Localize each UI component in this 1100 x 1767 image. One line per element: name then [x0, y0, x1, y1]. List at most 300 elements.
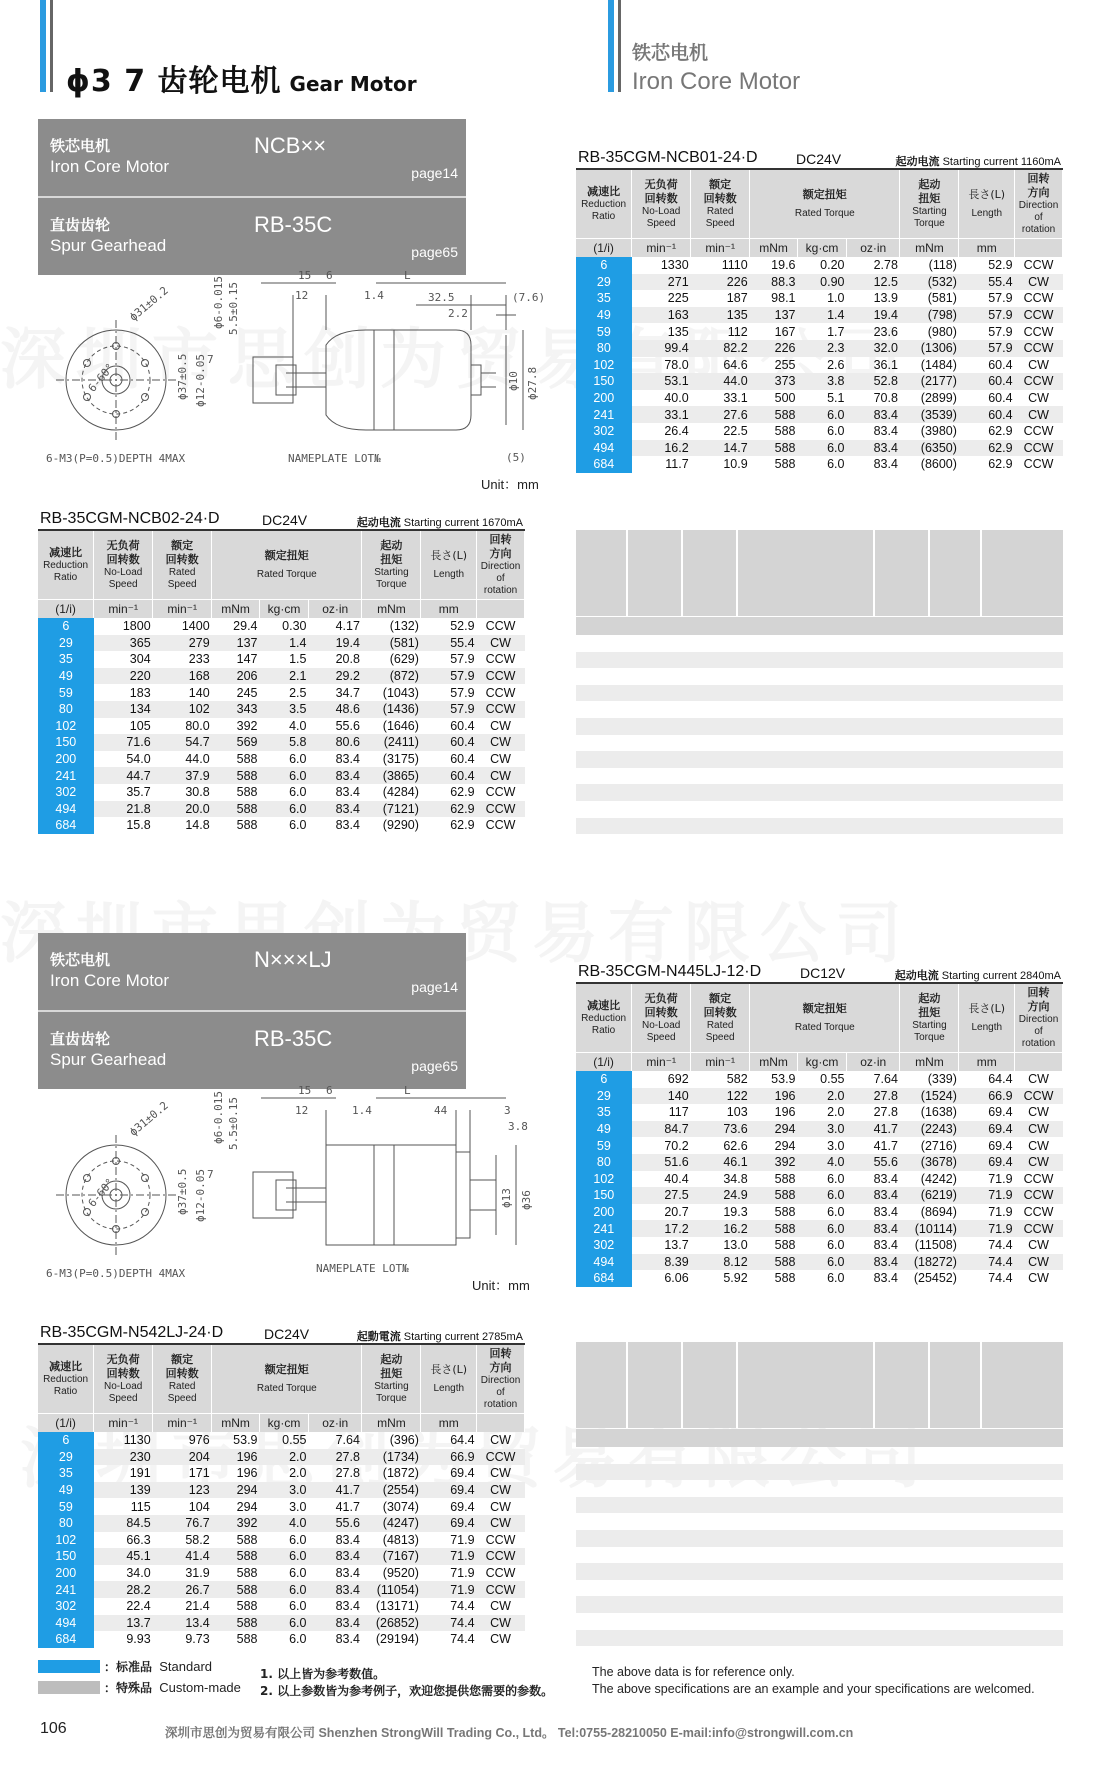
- table-cell: CW: [477, 1482, 525, 1499]
- table-cell: 37.9: [153, 767, 212, 784]
- table-cell: CCW: [477, 801, 525, 818]
- table-model: RB-35CGM-NCB01-24·D: [578, 149, 758, 166]
- dim-label: 1.4: [352, 1104, 372, 1117]
- table-cell: CCW: [1015, 1187, 1063, 1204]
- spec-code: RB-35C: [254, 212, 333, 237]
- ratio-cell: 6: [576, 1071, 632, 1088]
- blank-row: [576, 784, 1063, 801]
- table-cell: CCW: [477, 668, 525, 685]
- table-cell: CCW: [1023, 457, 1054, 472]
- unit-ratio: (1/i): [38, 1414, 94, 1433]
- table-cell: (339): [927, 1072, 957, 1087]
- ratio-cell: 302: [38, 784, 94, 801]
- col-ratio: 减速比 Reduction Ratio: [576, 984, 632, 1053]
- table-row: [576, 340, 1063, 357]
- table-cell: 103: [726, 1105, 748, 1120]
- table-cell: 588: [774, 1171, 796, 1186]
- table-cell: CW: [490, 1499, 511, 1514]
- table-cell: (7167): [362, 1548, 421, 1565]
- table-cell: CCW: [477, 701, 525, 718]
- table-cell: 60.4: [450, 718, 475, 733]
- table-cell: 6.0: [260, 1581, 309, 1598]
- table-cell: 71.9: [959, 1187, 1015, 1204]
- table-cell: 60.4: [988, 357, 1013, 372]
- table-cell: 7.64: [873, 1072, 898, 1087]
- table-cell: 29.4: [233, 619, 258, 634]
- blank-row: [576, 1513, 1063, 1530]
- table-cell: 135: [667, 324, 689, 339]
- legend-custom-swatch: [38, 1681, 100, 1694]
- table-cell: 139: [94, 1482, 153, 1499]
- table-cell: CW: [477, 635, 525, 652]
- dim-label: NAMEPLATE LOT№: [288, 452, 381, 465]
- dim-label: 15: [298, 1084, 312, 1097]
- table-cell: 13.7: [94, 1615, 153, 1632]
- col-length: 長さ(L) Length: [421, 1345, 477, 1414]
- table-cell: 19.6: [771, 258, 796, 273]
- table-cell: 373: [750, 373, 798, 390]
- table-cell: 62.9: [421, 801, 477, 818]
- table-cell: (872): [362, 668, 421, 685]
- table-cell: 6.0: [827, 457, 845, 472]
- ratio-cell: 49: [576, 1121, 632, 1138]
- table-row: [576, 357, 1063, 374]
- table-cell: 6.0: [260, 801, 309, 818]
- ratio-cell: 302: [576, 1237, 632, 1254]
- ratio-cell: 102: [576, 1171, 632, 1188]
- spec-en: Iron Core Motor: [50, 971, 170, 990]
- table-cell: CCW: [1023, 424, 1054, 439]
- legend-standard: ：标准品 Standard: [104, 1659, 213, 1674]
- dim-label: ϕ37±0.5: [176, 1168, 189, 1215]
- dim-label: 3: [504, 1104, 511, 1117]
- table-row: [38, 1548, 525, 1565]
- table-row: [38, 751, 525, 768]
- table-cell: 83.4: [335, 1599, 360, 1614]
- table-cell: 304: [129, 652, 151, 667]
- table-row: [576, 323, 1063, 340]
- col-direction: 回转 方向 Direction of rotation: [477, 531, 525, 600]
- spec-page-link[interactable]: page65: [411, 1058, 458, 1074]
- ratio-cell: 200: [38, 1565, 94, 1582]
- table-cell: 102: [153, 701, 212, 718]
- table-row: [38, 1482, 525, 1499]
- col-rated-torque: 额定扭矩 Rated Torque: [212, 531, 362, 600]
- table-row: [576, 406, 1063, 423]
- table-row: [576, 1104, 1063, 1121]
- table-cell: 69.4: [959, 1154, 1015, 1171]
- table-cell: 69.4: [421, 1482, 477, 1499]
- table-cell: 19.3: [723, 1205, 748, 1220]
- dim-label: ϕ6-0.015: [212, 1091, 225, 1144]
- table-row: [576, 373, 1063, 390]
- table-cell: 0.55: [282, 1433, 307, 1448]
- ratio-cell: 684: [38, 817, 94, 834]
- table-cell: CCW: [1015, 373, 1063, 390]
- table-cell: 62.9: [450, 785, 475, 800]
- table-row: [38, 668, 525, 685]
- table-cell: CW: [477, 1615, 525, 1632]
- blank-table: [576, 530, 1063, 851]
- table-cell: 40.4: [664, 1171, 689, 1186]
- table-cell: 6.0: [289, 785, 307, 800]
- table-cell: CW: [1028, 1138, 1049, 1153]
- table-cell: 44.0: [185, 752, 210, 767]
- spec-table: [576, 963, 1063, 1287]
- table-cell: (11508): [914, 1238, 957, 1253]
- table-cell: 976: [188, 1433, 210, 1448]
- dim-label: (7.6): [512, 291, 546, 304]
- table-cell: 30.8: [185, 785, 210, 800]
- table-cell: (3865): [362, 767, 421, 784]
- unit-noload: min⁻¹: [94, 600, 153, 619]
- table-cell: 13.0: [723, 1238, 748, 1253]
- table-cell: 2.0: [827, 1105, 845, 1120]
- col-ratio: 减速比 Reduction Ratio: [38, 1345, 94, 1414]
- blank-row: [576, 801, 1063, 818]
- table-cell: CCW: [1015, 307, 1063, 324]
- ratio-cell: 29: [38, 1449, 94, 1466]
- spec-en: Spur Gearhead: [50, 1050, 167, 1069]
- table-cell: 55.6: [308, 1515, 361, 1532]
- table-row: [576, 1270, 1063, 1287]
- table-cell: 73.6: [691, 1121, 750, 1138]
- blank-row: [576, 701, 1063, 718]
- table-cell: 6.06: [664, 1271, 689, 1286]
- table-cell: 70.8: [873, 391, 898, 406]
- table-cell: 1110: [721, 258, 748, 273]
- dim-label: L: [404, 269, 411, 282]
- spec-page-link[interactable]: page65: [411, 244, 458, 260]
- table-cell: 64.4: [988, 1072, 1013, 1087]
- table-cell: 392: [212, 1515, 260, 1532]
- spec-code: RB-35C: [254, 1026, 333, 1051]
- table-cell: 233: [188, 652, 210, 667]
- table-cell: 41.7: [335, 1499, 360, 1514]
- dim-label: 6-60°: [85, 360, 117, 395]
- table-cell: 76.7: [153, 1515, 212, 1532]
- table-cell: 83.4: [873, 1205, 898, 1220]
- ratio-cell: 241: [38, 767, 94, 784]
- table-cell: 3.0: [289, 1499, 307, 1514]
- table-cell: 140: [632, 1088, 691, 1105]
- dim-label: 7: [207, 1168, 214, 1181]
- table-cell: 27.8: [308, 1449, 361, 1466]
- note-en-2: The above specifications are an example and your specifications are welcomed.: [592, 1682, 1035, 1696]
- table-cell: 53.9: [233, 1433, 258, 1448]
- table-cell: CW: [490, 752, 511, 767]
- table-cell: 44.0: [691, 373, 750, 390]
- table-cell: 588: [750, 1254, 798, 1271]
- table-cell: 83.4: [308, 767, 361, 784]
- unit-direction: [477, 1414, 525, 1433]
- table-row: [38, 1432, 525, 1449]
- table-cell: 83.4: [335, 1532, 360, 1547]
- table-cell: 4.0: [260, 1515, 309, 1532]
- dim-label: ϕ10: [507, 371, 520, 391]
- table-row: [38, 1565, 525, 1582]
- table-cell: (6219): [900, 1187, 959, 1204]
- table-cell: 71.9: [959, 1220, 1015, 1237]
- spec-data-table: [38, 1345, 525, 1648]
- table-cell: 6.0: [289, 1599, 307, 1614]
- table-voltage: DC12V: [800, 965, 846, 981]
- ratio-cell: 59: [576, 323, 632, 340]
- table-cell: 53.9: [771, 1072, 796, 1087]
- dim-label: 6: [326, 1084, 333, 1097]
- dim-label: 7: [207, 353, 214, 366]
- col-length: 長さ(L) Length: [959, 984, 1015, 1053]
- table-cell: 69.4: [421, 1515, 477, 1532]
- ratio-cell: 102: [38, 1532, 94, 1549]
- unit-direction: [477, 600, 525, 619]
- header-accent-bar: [40, 0, 46, 92]
- table-cell: 255: [774, 357, 796, 372]
- table-cell: 13.9: [873, 291, 898, 306]
- ratio-cell: 302: [576, 423, 632, 440]
- spec-page-link[interactable]: page14: [411, 165, 458, 181]
- table-cell: 206: [212, 668, 260, 685]
- col-noload: 无负荷 回转数 No-Load Speed: [632, 170, 691, 239]
- unit-start: mNm: [362, 600, 421, 619]
- table-cell: (2716): [920, 1138, 957, 1153]
- table-cell: 53.1: [632, 373, 691, 390]
- table-cell: 6.0: [289, 1532, 307, 1547]
- col-rated-speed: 额定 回转数 Rated Speed: [153, 1345, 212, 1414]
- table-cell: (29194): [375, 1632, 419, 1647]
- table-cell: 135: [691, 307, 750, 324]
- table-cell: 44.7: [94, 767, 153, 784]
- table-cell: 71.6: [94, 734, 153, 751]
- table-cell: 196: [236, 1466, 258, 1481]
- table-cell: 83.4: [846, 1187, 899, 1204]
- table-cell: CCW: [485, 1566, 516, 1581]
- table-cell: 28.2: [94, 1581, 153, 1598]
- table-cell: 171: [188, 1466, 210, 1481]
- ratio-cell: 35: [38, 651, 94, 668]
- table-cell: 6.0: [798, 1220, 847, 1237]
- ratio-cell: 59: [38, 1498, 94, 1515]
- unit-ozin: oz·in: [308, 1414, 361, 1433]
- table-cell: 588: [236, 1632, 258, 1647]
- table-caption: [38, 510, 525, 531]
- table-cell: 83.4: [308, 1615, 361, 1632]
- dim-label: ϕ27.8: [526, 366, 539, 400]
- unit-ratio: (1/i): [38, 600, 94, 619]
- spec-table: [38, 510, 525, 834]
- table-cell: 36.1: [873, 357, 898, 372]
- table-cell: 80.0: [185, 718, 210, 733]
- table-cell: 32.0: [846, 340, 899, 357]
- table-cell: 582: [726, 1072, 748, 1087]
- ratio-cell: 80: [576, 1154, 632, 1171]
- spec-box: [38, 933, 466, 1089]
- spec-data-table: [576, 984, 1063, 1287]
- table-row: [576, 1237, 1063, 1254]
- table-starting-current: 起动电流 Starting current 1670mA: [356, 516, 523, 529]
- table-cell: 134: [94, 701, 153, 718]
- table-cell: 2.6: [827, 357, 845, 372]
- table-cell: CW: [1028, 1072, 1049, 1087]
- table-cell: 74.4: [450, 1599, 475, 1614]
- table-cell: (1043): [382, 685, 419, 700]
- table-cell: (1436): [362, 701, 421, 718]
- spec-cn: 直齿齿轮: [50, 216, 111, 234]
- table-row: [38, 1449, 525, 1466]
- table-cell: 9.73: [185, 1632, 210, 1647]
- table-cell: 163: [632, 307, 691, 324]
- table-cell: 191: [129, 1466, 151, 1481]
- table-starting-current: 起动电流 Starting current 2840mA: [894, 969, 1061, 982]
- table-cell: 71.9: [421, 1548, 477, 1565]
- table-cell: 55.6: [846, 1154, 899, 1171]
- blank-row: [576, 1630, 1063, 1647]
- table-cell: 6.0: [289, 818, 307, 833]
- ratio-cell: 241: [576, 406, 632, 423]
- spec-row-gearhead: [38, 198, 466, 275]
- table-cell: (2899): [920, 391, 957, 406]
- table-cell: CCW: [1023, 1205, 1054, 1220]
- table-cell: 8.39: [632, 1254, 691, 1271]
- col-rated-speed: 额定 回转数 Rated Speed: [691, 170, 750, 239]
- table-cell: 117: [668, 1105, 689, 1120]
- table-cell: 692: [667, 1072, 689, 1087]
- table-row: [576, 423, 1063, 440]
- table-cell: 64.4: [450, 1433, 475, 1448]
- ratio-cell: 35: [38, 1465, 94, 1482]
- table-row: [38, 1581, 525, 1598]
- table-cell: 45.1: [94, 1548, 153, 1565]
- table-cell: (3175): [382, 752, 419, 767]
- table-cell: CW: [1015, 1254, 1063, 1271]
- table-cell: 83.4: [846, 1254, 899, 1271]
- table-cell: 16.2: [632, 440, 691, 457]
- table-cell: 588: [212, 1548, 260, 1565]
- table-cell: 21.4: [185, 1599, 210, 1614]
- table-cell: 74.4: [988, 1271, 1013, 1286]
- spec-row-motor: [38, 933, 466, 1012]
- table-cell: 12.5: [846, 274, 899, 291]
- table-cell: 60.4: [959, 406, 1015, 423]
- table-cell: 13.4: [153, 1615, 212, 1632]
- table-cell: 279: [153, 635, 212, 652]
- unit-length: mm: [421, 600, 477, 619]
- table-starting-current: 起动电流 Starting current 1160mA: [895, 155, 1061, 168]
- blank-row: [576, 1563, 1063, 1580]
- table-cell: 41.7: [873, 1138, 898, 1153]
- dim-label: ϕ6-0.015: [212, 276, 225, 329]
- table-cell: 29.2: [308, 668, 361, 685]
- legend-standard-swatch: [38, 1660, 100, 1673]
- col-rated-torque: 额定扭矩 Rated Torque: [750, 170, 900, 239]
- blank-row: [576, 685, 1063, 702]
- table-cell: (532): [900, 274, 959, 291]
- table-cell: (4247): [362, 1515, 421, 1532]
- dim-label: 44: [434, 1104, 448, 1117]
- dimension-drawing-2: [36, 1084, 556, 1290]
- table-cell: 57.9: [421, 668, 477, 685]
- blank-row: [576, 635, 1063, 652]
- table-cell: (2554): [362, 1482, 421, 1499]
- table-cell: (18272): [900, 1254, 959, 1271]
- table-cell: 23.6: [873, 324, 898, 339]
- table-cell: 204: [153, 1449, 212, 1466]
- table-cell: 69.4: [988, 1105, 1013, 1120]
- table-cell: 15.8: [126, 818, 151, 833]
- table-cell: 41.7: [308, 1482, 361, 1499]
- table-cell: CW: [1028, 357, 1049, 372]
- unit-ozin: oz·in: [846, 1053, 899, 1072]
- ratio-cell: 49: [38, 1482, 94, 1499]
- table-cell: 83.4: [846, 406, 899, 423]
- ratio-cell: 49: [576, 307, 632, 324]
- table-row: [576, 1121, 1063, 1138]
- table-cell: CCW: [1023, 1171, 1054, 1186]
- unit-mnm: mNm: [212, 1414, 260, 1433]
- dim-label: 5.5±0.15: [227, 1097, 240, 1150]
- ratio-cell: 35: [576, 1104, 632, 1121]
- legend-custom: ：特殊品 Custom-made: [104, 1680, 241, 1695]
- table-cell: 14.8: [185, 818, 210, 833]
- table-cell: 1.4: [260, 635, 309, 652]
- table-cell: 0.20: [820, 258, 845, 273]
- table-cell: 69.4: [988, 1138, 1013, 1153]
- dim-label: 6-60°: [85, 1175, 117, 1210]
- table-cell: 71.9: [988, 1205, 1013, 1220]
- col-rated-torque: 额定扭矩 Rated Torque: [750, 984, 900, 1053]
- table-cell: CCW: [485, 785, 516, 800]
- table-cell: 24.9: [691, 1187, 750, 1204]
- table-cell: (3539): [900, 406, 959, 423]
- page-title: [66, 56, 417, 100]
- table-cell: 62.9: [988, 424, 1013, 439]
- table-cell: 83.4: [335, 818, 360, 833]
- spec-page-link[interactable]: page14: [411, 979, 458, 995]
- table-cell: 60.4: [421, 767, 477, 784]
- table-model: RB-35CGM-N445LJ-12·D: [578, 963, 762, 980]
- category-title-en: Iron Core Motor: [632, 68, 801, 95]
- table-cell: 2.3: [798, 340, 847, 357]
- table-row: [38, 801, 525, 818]
- table-row: [38, 635, 525, 652]
- table-cell: 83.4: [846, 1220, 899, 1237]
- table-cell: 46.1: [691, 1154, 750, 1171]
- table-cell: 588: [236, 1532, 258, 1547]
- table-cell: (8600): [920, 457, 957, 472]
- table-cell: 66.9: [421, 1449, 477, 1466]
- table-cell: 588: [750, 1187, 798, 1204]
- table-cell: 6.0: [827, 1271, 845, 1286]
- table-cell: 220: [94, 668, 153, 685]
- table-cell: 6.0: [289, 1632, 307, 1647]
- table-cell: 588: [236, 818, 258, 833]
- blank-row: [576, 818, 1063, 835]
- header-accent-bar-right: [608, 0, 614, 92]
- table-cell: 6.0: [260, 1615, 309, 1632]
- table-cell: 226: [691, 274, 750, 291]
- table-cell: 183: [129, 685, 151, 700]
- table-cell: (1484): [920, 357, 957, 372]
- table-cell: 83.4: [873, 457, 898, 472]
- unit-ratio: (1/i): [576, 239, 632, 258]
- table-cell: 35.7: [126, 785, 151, 800]
- dim-label: ϕ37±0.5: [176, 353, 189, 400]
- table-row: [38, 684, 525, 701]
- dim-label: NAMEPLATE LOT№: [316, 1262, 409, 1275]
- spec-cn: 铁芯电机: [50, 951, 111, 969]
- table-cell: 27.8: [846, 1088, 899, 1105]
- table-row: [38, 1532, 525, 1549]
